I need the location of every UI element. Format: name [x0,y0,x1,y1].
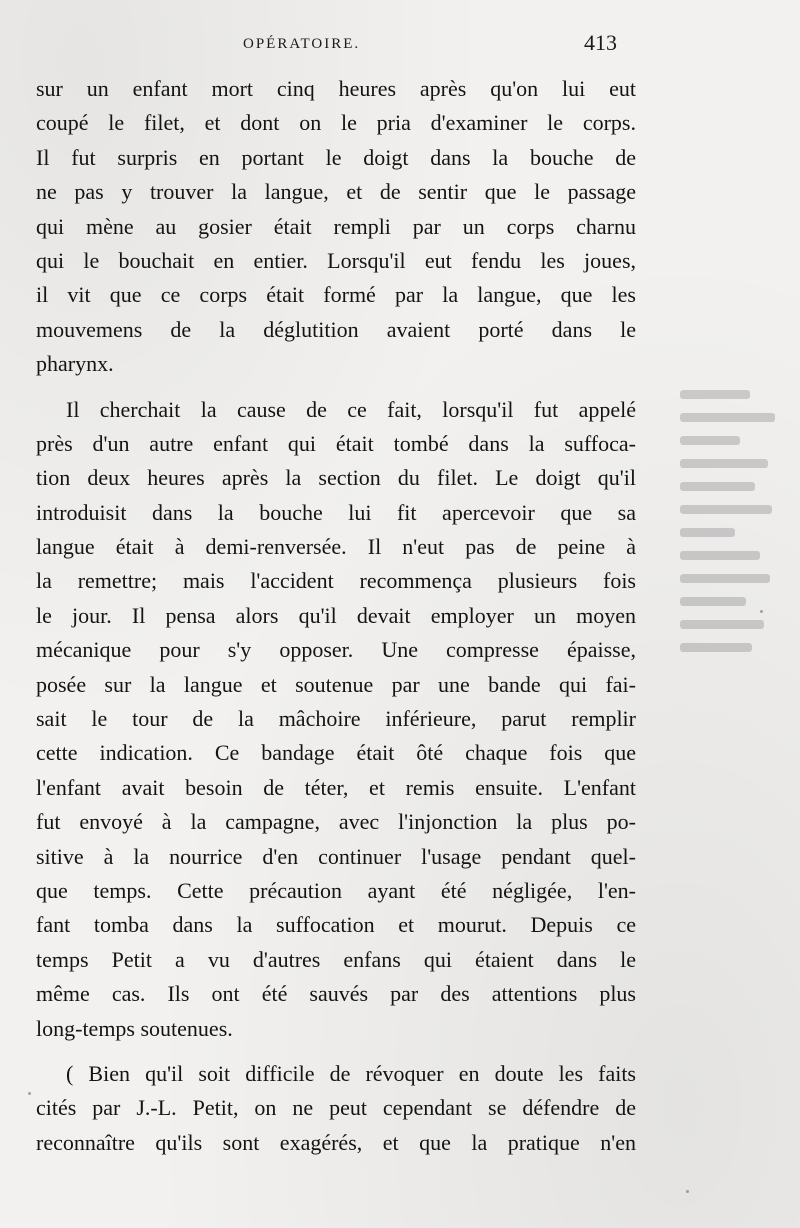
text-line: ne pas y trouver la langue, et de sentir que le passage [36,179,636,205]
text-line: cités par J.-L. Petit, on ne peut cependant se défendre de [36,1095,636,1121]
text-line: sur un enfant mort cinq heures après qu'on lui eut [36,76,636,101]
text-line: mécanique pour s'y opposer. Une compresse épaisse, [36,637,636,663]
text-line: Il fut surpris en portant le doigt dans la bouche de [36,144,636,170]
text-line: posée sur la langue et soutenue par une bande qui fai- [36,671,636,697]
text-line: qui le bouchait en entier. Lorsqu'il eut fendu les joues, [36,247,636,273]
text-line: mouvemens de la déglutition avaient porté dans le [36,316,636,342]
text-line: même cas. Ils ont été sauvés par des attentions plus [36,981,636,1007]
text-line: l'enfant avait besoin de téter, et remis ensuite. L'enfant [36,774,636,800]
text-line: la remettre; mais l'accident recommença plusieurs fois [36,568,636,594]
page-header [0,30,800,60]
paper-speck [686,1190,689,1193]
text-line: reconnaître qu'ils sont exagérés, et que la pratique n'en [36,1129,636,1155]
text-line: que temps. Cette précaution ayant été négligée, l'en- [36,877,636,903]
paragraph-3 [36,1057,636,1160]
text-line: fut envoyé à la campagne, avec l'injonction la plus po- [36,809,636,835]
text-line: cette indication. Ce bandage était ôté chaque fois que [36,740,636,766]
body-text [36,72,636,1160]
text-line: long-temps soutenues. [36,1015,233,1041]
paper-speck [760,610,763,613]
text-line: sitive à la nourrice d'en continuer l'usage pendant quel- [36,843,636,869]
text-line: temps Petit a vu d'autres enfans qui étaient dans le [36,946,636,972]
text-line: coupé le filet, et dont on le pria d'examiner le corps. [36,110,636,136]
running-head: OPÉRATOIRE. [243,36,361,52]
text-line: ( Bien qu'il soit difficile de révoquer en doute les faits [66,1060,636,1086]
paragraph-1 [36,72,636,382]
text-line: langue était à demi-renversée. Il n'eut pas de peine à [36,534,636,560]
text-line: il vit que ce corps était formé par la langue, que les [36,282,636,308]
text-line: Il cherchait la cause de ce fait, lorsqu'il fut appelé [66,396,636,422]
text-line: introduisit dans la bouche lui fit apercevoir que sa [36,499,636,525]
page-number: 413 [584,30,617,55]
text-line: le jour. Il pensa alors qu'il devait employer un moyen [36,602,636,628]
text-line: pharynx. [36,351,114,377]
paper-speck [28,1092,31,1095]
text-line: qui mène au gosier était rempli par un corps charnu [36,213,636,239]
paragraph-2 [36,393,636,1046]
bleed-through-marginalia [680,390,790,810]
text-line: près d'un autre enfant qui était tombé dans la suffoca- [36,430,636,456]
text-line: tion deux heures après la section du filet. Le doigt qu'il [36,465,636,491]
text-line: sait le tour de la mâchoire inférieure, parut remplir [36,706,636,732]
text-line: fant tomba dans la suffocation et mourut. Depuis ce [36,912,636,938]
